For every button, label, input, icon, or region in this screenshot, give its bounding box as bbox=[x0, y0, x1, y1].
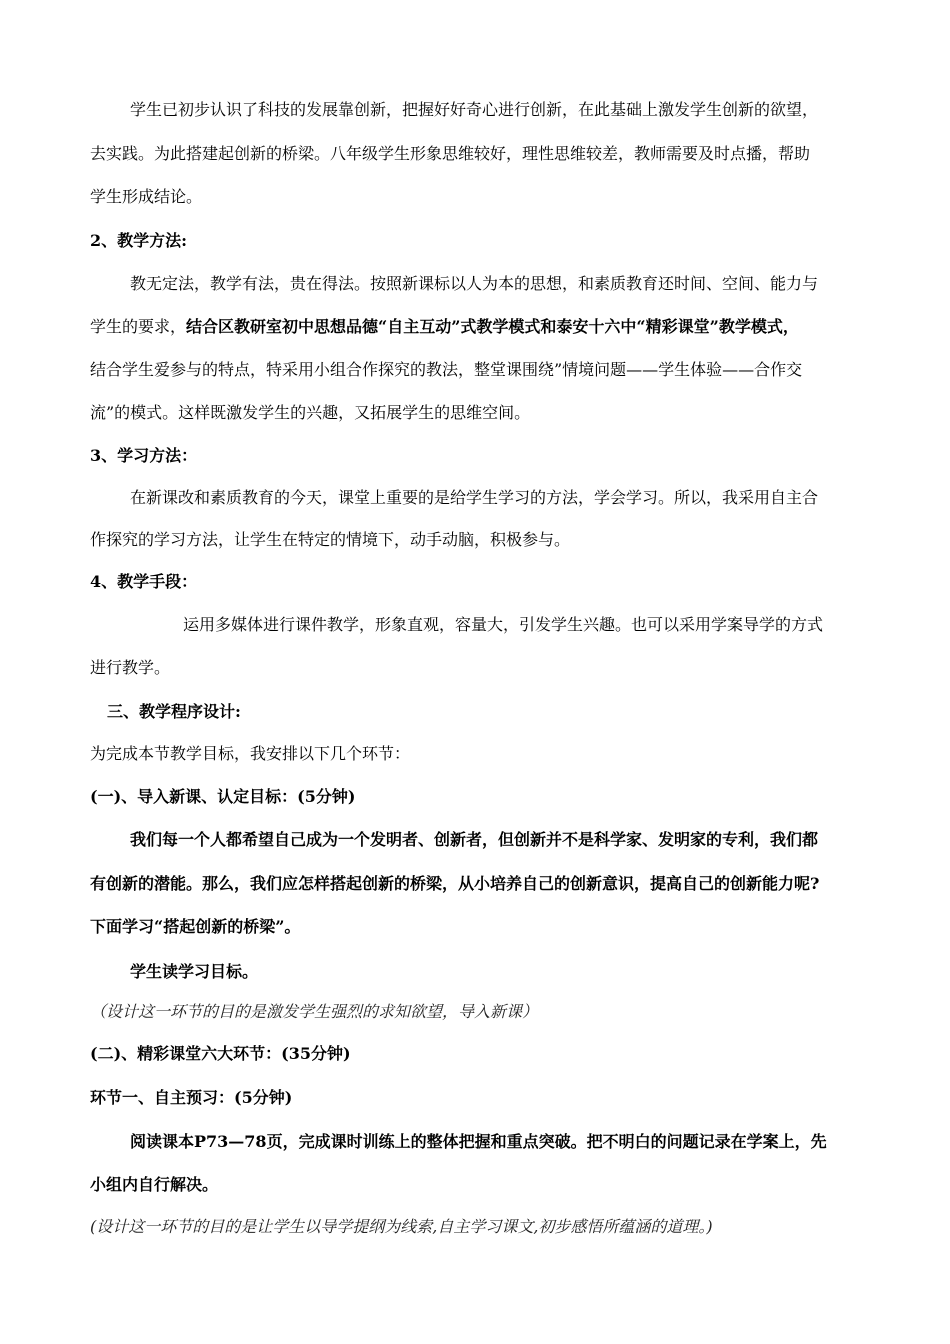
paragraph-line: 学生形成结论。 bbox=[90, 187, 203, 206]
paragraph-line: 在新课改和素质教育的今天，课堂上重要的是给学生学习的方法，学会学习。所以，我采用自主合 bbox=[130, 488, 819, 507]
paragraph-line: 学生读学习目标。 bbox=[130, 962, 259, 981]
heading-section-1: (一)、导入新课、认定目标：(5分钟) bbox=[90, 787, 356, 806]
paragraph-line: 作探究的学习方法，让学生在特定的情境下，动手动脑，积极参与。 bbox=[90, 530, 571, 549]
paragraph-line: 阅读课本P73—78页，完成课时训练上的整体把握和重点突破。把不明白的问题记录在学案上，先 bbox=[130, 1132, 827, 1151]
heading-program-design: 三、教学程序设计: bbox=[107, 702, 241, 721]
paragraph-line: 下面学习“搭起创新的桥梁”。 bbox=[90, 917, 301, 936]
text-normal: 学生的要求， bbox=[90, 317, 187, 336]
heading-teaching-method: 2、教学方法: bbox=[90, 231, 188, 250]
paragraph-line: 教无定法，教学有法，贵在得法。按照新课标以人为本的思想，和素质教育还时间、空间、能力与 bbox=[130, 274, 819, 293]
paragraph-line: 小组内自行解决。 bbox=[90, 1175, 219, 1194]
paragraph-line: 有创新的潜能。那么，我们应怎样搭起创新的桥梁，从小培养自己的创新意识，提高自己的创新能力呢? bbox=[90, 874, 820, 893]
heading-learning-method: 3、学习方法： bbox=[90, 446, 198, 465]
paragraph-line: 结合学生爱参与的特点，特采用小组合作探究的教法，整堂课围绕”情境问题——学生体验——合作交 bbox=[90, 360, 803, 379]
paragraph-line: 流”的模式。这样既激发学生的兴趣，又拓展学生的思维空间。 bbox=[90, 403, 531, 422]
paragraph-line: 为完成本节教学目标，我安排以下几个环节： bbox=[90, 744, 411, 763]
text-bold: 结合区教研室初中思想品德“自主互动”式教学模式和泰安十六中“精彩课堂”教学模式， bbox=[186, 317, 799, 336]
paragraph-line: 运用多媒体进行课件教学，形象直观，容量大，引发学生兴趣。也可以采用学案导学的方式 bbox=[183, 615, 824, 634]
paragraph-line: 我们每一个人都希望自己成为一个发明者、创新者，但创新并不是科学家、发明家的专利，我们都 bbox=[130, 830, 819, 849]
paragraph-line: 去实践。为此搭建起创新的桥梁。八年级学生形象思维较好，理性思维较差，教师需要及时点播，帮助 bbox=[90, 144, 811, 163]
paragraph-line: 学生已初步认识了科技的发展靠创新，把握好好奇心进行创新，在此基础上激发学生创新的欲望， bbox=[130, 100, 819, 119]
heading-step-1: 环节一、自主预习：(5分钟) bbox=[90, 1088, 293, 1107]
design-note: （设计这一环节的目的是激发学生强烈的求知欲望，导入新课） bbox=[90, 1002, 539, 1021]
paragraph-line: 进行教学。 bbox=[90, 658, 171, 677]
heading-teaching-means: 4、教学手段： bbox=[90, 572, 198, 591]
design-note: (设计这一环节的目的是让学生以导学提纲为线索,自主学习课文,初步感悟所蕴涵的道理。) bbox=[90, 1217, 713, 1236]
paragraph-line-mixed bbox=[90, 305, 860, 349]
heading-section-2: (二)、精彩课堂六大环节：(35分钟) bbox=[90, 1044, 351, 1063]
